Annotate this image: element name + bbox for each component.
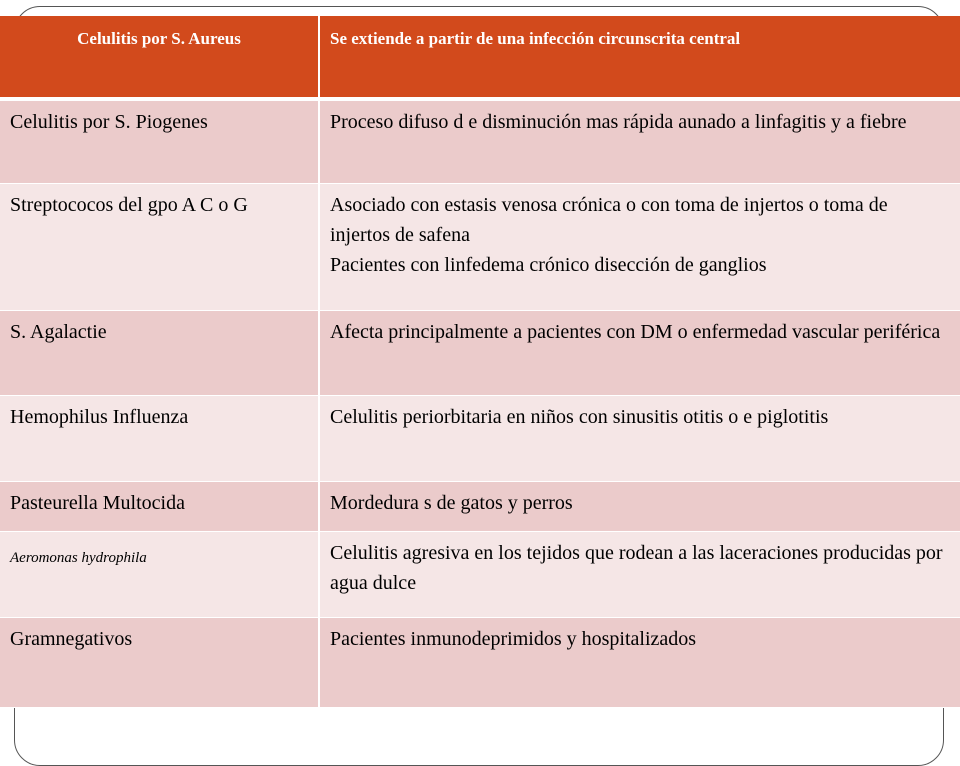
description-line: Afecta principalmente a pacientes con DM o enfermedad vascular periférica	[330, 320, 941, 343]
description-cell	[319, 183, 960, 310]
description-line: Celulitis periorbitaria en niños con sinusitis otitis o e piglotitis	[330, 405, 829, 428]
pathogen-cell	[0, 99, 319, 183]
description-cell	[319, 395, 960, 481]
description-cell	[319, 310, 960, 395]
table-row	[0, 617, 960, 707]
description-cell	[319, 531, 960, 617]
description-line: Pacientes inmunodeprimidos y hospitalizados	[330, 627, 697, 650]
description-line: Proceso difuso d e disminución mas rápida aunado a linfagitis y a fiebre	[330, 111, 907, 133]
description-cell	[319, 481, 960, 531]
description-line: Asociado con estasis venosa crónica o con toma de injertos o toma de injertos de safena	[330, 193, 888, 246]
header-col2: Se extiende a partir de una infección circunscrita central	[319, 16, 960, 99]
pathogen-label: S. Agalactie	[10, 320, 107, 343]
table-header-row	[0, 16, 960, 99]
table-row	[0, 395, 960, 481]
description-line: Mordedura s de gatos y perros	[330, 491, 573, 514]
pathogen-cell	[0, 617, 319, 707]
description-cell	[319, 617, 960, 707]
description-cell	[319, 99, 960, 183]
table-row	[0, 481, 960, 531]
table-row	[0, 531, 960, 617]
pathogen-label: Celulitis por S. Piogenes	[10, 111, 208, 133]
table-row	[0, 183, 960, 310]
table-row	[0, 99, 960, 183]
cellulitis-table	[0, 16, 960, 708]
pathogen-cell	[0, 531, 319, 617]
pathogen-cell	[0, 310, 319, 395]
description-line: Celulitis agresiva en los tejidos que rodean a las laceraciones producidas por agua dulce	[330, 541, 943, 594]
header-col1: Celulitis por S. Aureus	[0, 16, 319, 99]
pathogen-label: Streptococos del gpo A C o G	[10, 193, 248, 216]
cellulitis-table-container	[0, 16, 960, 708]
pathogen-label: Aeromonas hydrophila	[10, 549, 147, 566]
pathogen-label: Pasteurella Multocida	[10, 491, 185, 514]
table-row	[0, 310, 960, 395]
pathogen-cell	[0, 183, 319, 310]
pathogen-cell	[0, 481, 319, 531]
pathogen-label: Hemophilus Influenza	[10, 405, 189, 428]
pathogen-label: Gramnegativos	[10, 627, 133, 650]
pathogen-cell	[0, 395, 319, 481]
description-line: Pacientes con linfedema crónico disección de ganglios	[330, 253, 767, 276]
